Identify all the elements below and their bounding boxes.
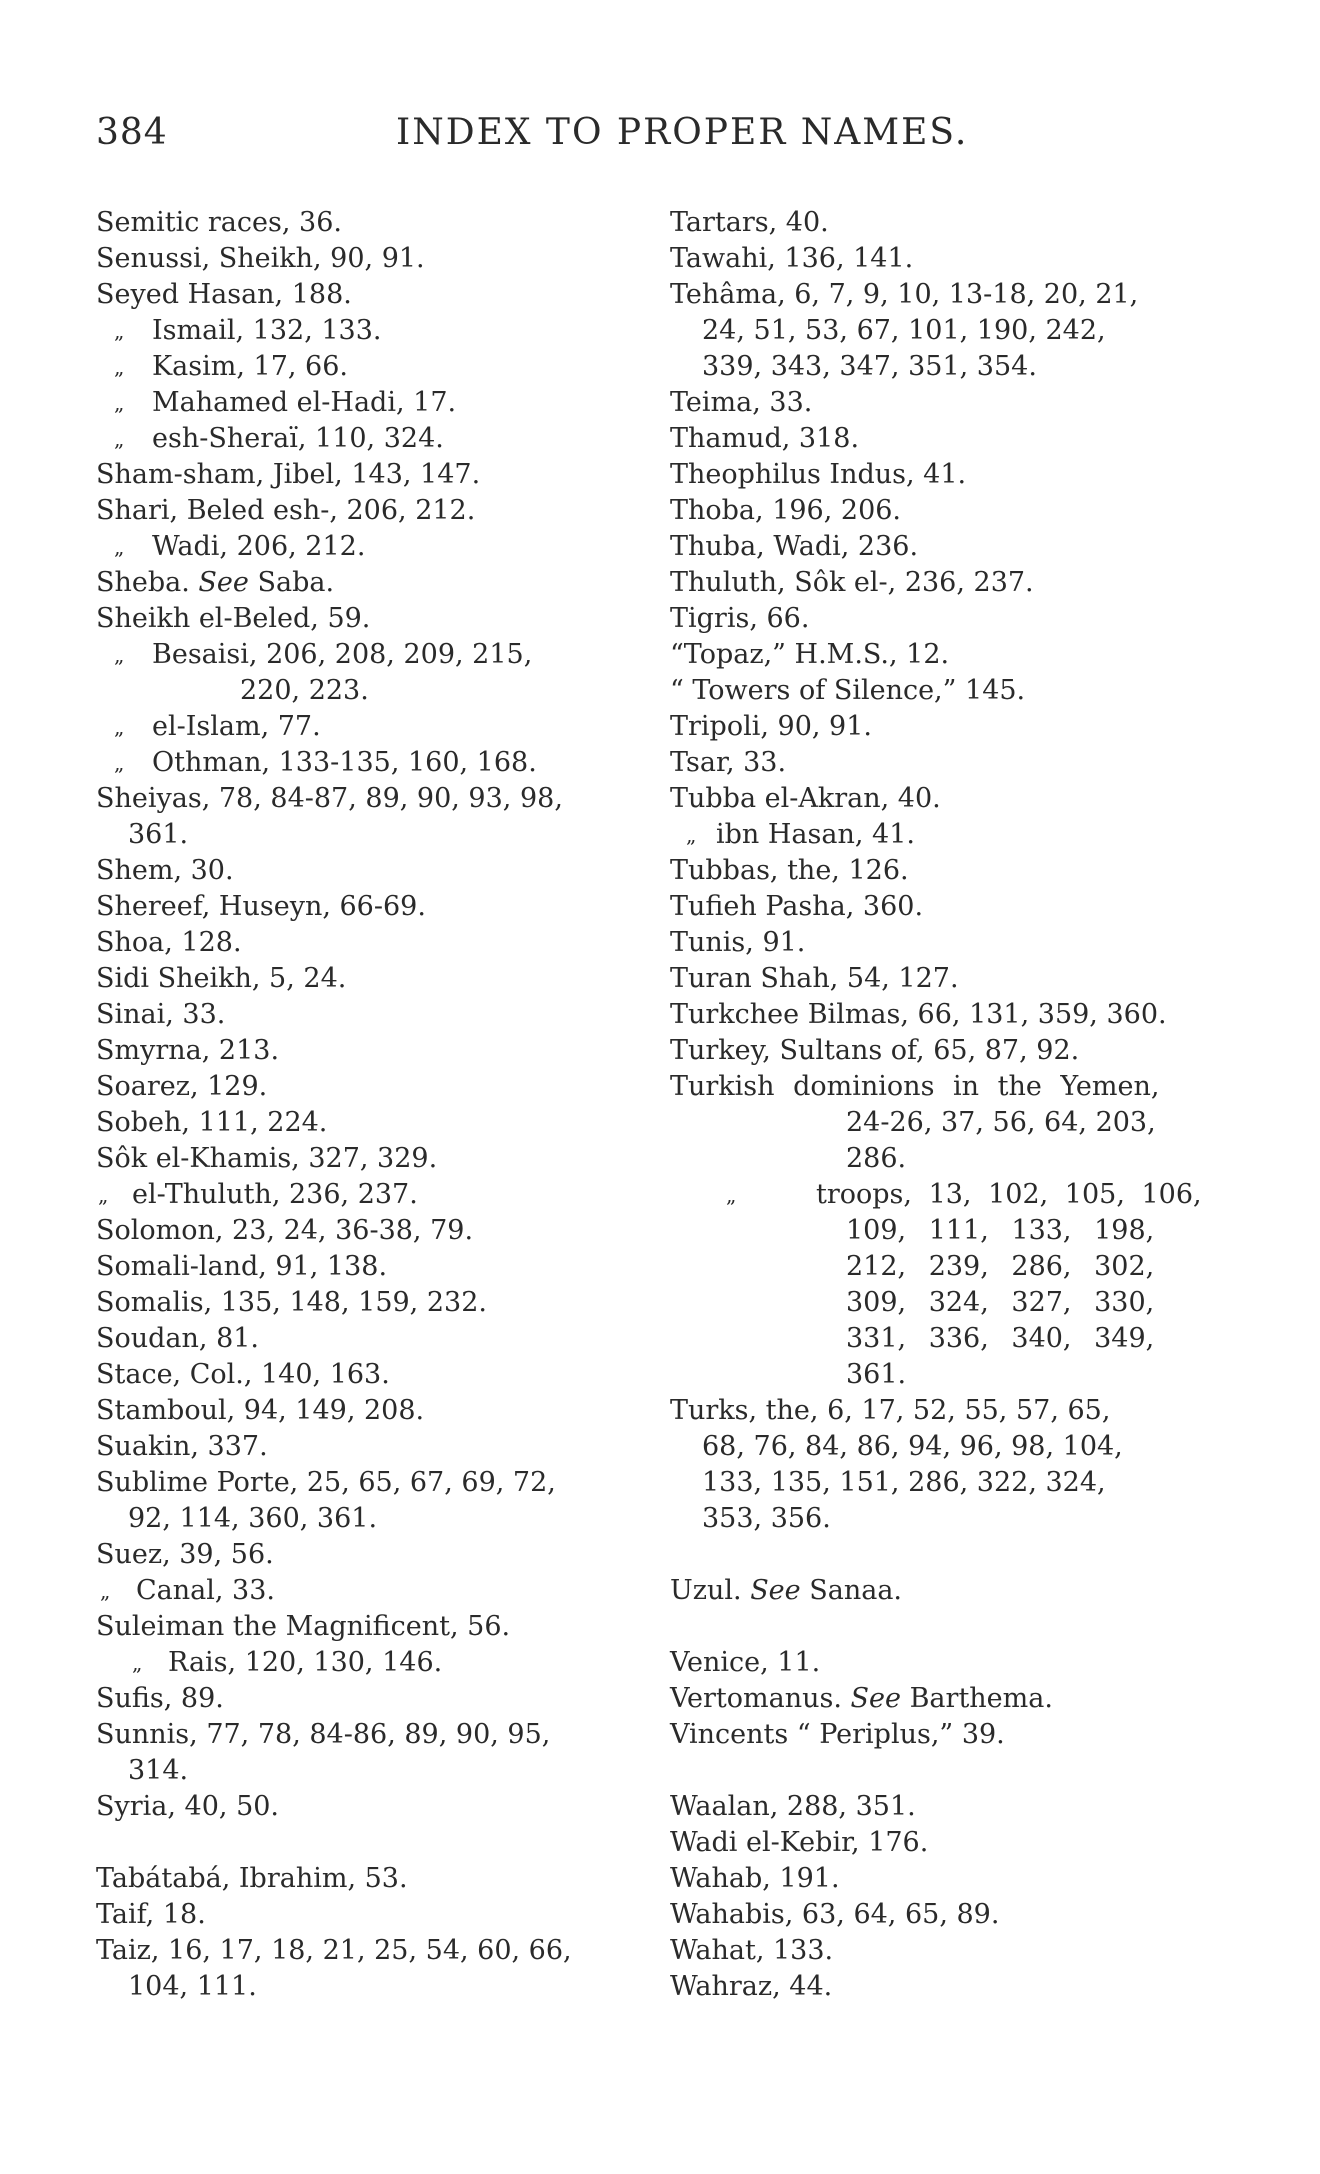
index-subentry: „ el-Thuluth, 236, 237.	[96, 1177, 644, 1213]
index-entry: Wahat, 133.	[670, 1935, 834, 1966]
index-continuation: 314.	[128, 1755, 189, 1786]
index-continuation: 353, 356.	[702, 1503, 831, 1534]
ditto-mark: „	[686, 823, 697, 847]
ditto-mark: „	[726, 1183, 737, 1207]
index-entry: Turkey, Sultans of, 65, 87, 92.	[670, 1035, 1080, 1066]
index-entry: Somali-land, 91, 138.	[96, 1251, 388, 1282]
index-entry: Stamboul, 94, 149, 208.	[96, 1395, 425, 1426]
index-entry: Seyed Hasan, 188.	[96, 279, 352, 310]
index-entry: Sufis, 89.	[96, 1683, 224, 1714]
ditto-mark: „	[114, 535, 125, 559]
index-entry: Sheikh el-Beled, 59.	[96, 603, 371, 634]
index-continuation: 109, 111, 133, 198,	[846, 1215, 1155, 1246]
index-entry: Turkchee Bilmas, 66, 131, 359, 360.	[670, 999, 1167, 1030]
index-entry: Sheba. See Saba.	[96, 567, 335, 598]
index-entry: Shoa, 128.	[96, 927, 242, 958]
index-continuation: 309, 324, 327, 330,	[846, 1287, 1155, 1318]
index-continuation: 24, 51, 53, 67, 101, 190, 242,	[702, 315, 1106, 346]
index-entry: Suakin, 337.	[96, 1431, 268, 1462]
index-continuation: 339, 343, 347, 351, 354.	[702, 351, 1037, 382]
index-entry: Teima, 33.	[670, 387, 813, 418]
index-continuation: 331, 336, 340, 349,	[846, 1323, 1155, 1354]
index-entry: Uzul. See Sanaa.	[670, 1575, 903, 1606]
index-subentry: „ Kasim, 17, 66.	[96, 349, 644, 385]
index-continuation: 68, 76, 84, 86, 94, 96, 98, 104,	[702, 1431, 1123, 1462]
index-entry: Soudan, 81.	[96, 1323, 260, 1354]
index-entry: Shem, 30.	[96, 855, 234, 886]
index-column-left	[96, 205, 644, 2005]
index-entry: Sobeh, 111, 224.	[96, 1107, 328, 1138]
ditto-mark: „	[132, 1651, 143, 1675]
index-entry: Wadi el-Kebir, 176.	[670, 1827, 929, 1858]
index-entry: Tawahi, 136, 141.	[670, 243, 914, 274]
index-subentry: „ Ismail, 132, 133.	[96, 313, 644, 349]
ditto-mark: „	[114, 715, 125, 739]
ditto-mark: „	[98, 1183, 109, 1207]
index-entry: Tufieh Pasha, 360.	[670, 891, 924, 922]
index-entry: Thamud, 318.	[670, 423, 860, 454]
index-entry: Sinai, 33.	[96, 999, 226, 1030]
page-title: INDEX TO PROPER NAMES.	[396, 112, 969, 153]
index-subentry: „ troops, 13, 102, 105, 106,	[670, 1177, 1218, 1213]
index-entry: Sidi Sheikh, 5, 24.	[96, 963, 347, 994]
section-gap	[670, 1753, 1218, 1789]
ditto-mark: „	[114, 427, 125, 451]
index-entry: Turkish dominions in the Yemen,	[670, 1071, 1160, 1102]
ditto-mark: „	[114, 355, 125, 379]
index-continuation: 104, 111.	[128, 1971, 257, 2002]
index-entry: “Topaz,” H.M.S., 12.	[670, 639, 950, 670]
index-continuation: 361.	[846, 1359, 907, 1390]
index-entry: Sheiyas, 78, 84-87, 89, 90, 93, 98,	[96, 783, 563, 814]
section-gap	[670, 1537, 1218, 1573]
index-entry: Thoba, 196, 206.	[670, 495, 902, 526]
index-entry: Syria, 40, 50.	[96, 1791, 280, 1822]
index-entry: Tsar, 33.	[670, 747, 787, 778]
index-subentry: „ Othman, 133-135, 160, 168.	[96, 745, 644, 781]
index-subentry: „ Rais, 120, 130, 146.	[96, 1645, 644, 1681]
index-entry: Tubba el-Akran, 40.	[670, 783, 941, 814]
index-continuation: 361.	[128, 819, 189, 850]
index-subentry: „ el-Islam, 77.	[96, 709, 644, 745]
index-entry: Solomon, 23, 24, 36-38, 79.	[96, 1215, 474, 1246]
index-entry: Theophilus Indus, 41.	[670, 459, 967, 490]
index-entry: Shari, Beled esh-, 206, 212.	[96, 495, 476, 526]
ditto-mark: „	[114, 751, 125, 775]
index-continuation: 92, 114, 360, 361.	[128, 1503, 378, 1534]
index-continuation: 286.	[846, 1143, 907, 1174]
index-entry: Tigris, 66.	[670, 603, 810, 634]
ditto-mark: „	[114, 319, 125, 343]
index-entry: Taiz, 16, 17, 18, 21, 25, 54, 60, 66,	[96, 1935, 572, 1966]
index-entry: Wahabis, 63, 64, 65, 89.	[670, 1899, 1000, 1930]
index-subentry: „ Besaisi, 206, 208, 209, 215,	[96, 637, 644, 673]
index-subentry: „ Mahamed el-Hadi, 17.	[96, 385, 644, 421]
index-entry: Tehâma, 6, 7, 9, 10, 13-18, 20, 21,	[670, 279, 1139, 310]
index-entry: Tubbas, the, 126.	[670, 855, 909, 886]
index-entry: Suleiman the Magnificent, 56.	[96, 1611, 511, 1642]
index-entry: Sublime Porte, 25, 65, 67, 69, 72,	[96, 1467, 556, 1498]
index-entry: Smyrna, 213.	[96, 1035, 280, 1066]
ditto-mark: „	[114, 643, 125, 667]
page-number: 384	[96, 112, 168, 153]
index-entry: Stace, Col., 140, 163.	[96, 1359, 390, 1390]
index-entry: Turks, the, 6, 17, 52, 55, 57, 65,	[670, 1395, 1111, 1426]
page-header	[96, 112, 1226, 162]
index-entry: Wahab, 191.	[670, 1863, 840, 1894]
index-entry: Tunis, 91.	[670, 927, 806, 958]
index-continuation: 212, 239, 286, 302,	[846, 1251, 1155, 1282]
index-entry: Vertomanus. See Barthema.	[670, 1683, 1053, 1714]
index-entry: Waalan, 288, 351.	[670, 1791, 916, 1822]
section-gap	[96, 1825, 644, 1861]
index-entry: Semitic races, 36.	[96, 207, 342, 238]
index-subentry: „ ibn Hasan, 41.	[670, 817, 1218, 853]
ditto-mark: „	[100, 1579, 111, 1603]
index-entry: Shereef, Huseyn, 66-69.	[96, 891, 426, 922]
ditto-mark: „	[114, 391, 125, 415]
index-entry: Taif, 18.	[96, 1899, 206, 1930]
index-entry: Venice, 11.	[670, 1647, 821, 1678]
index-entry: Wahraz, 44.	[670, 1971, 833, 2002]
index-column-right	[670, 205, 1218, 2005]
section-gap	[670, 1609, 1218, 1645]
index-continuation: 24-26, 37, 56, 64, 203,	[846, 1107, 1156, 1138]
index-subentry: „ Canal, 33.	[96, 1573, 644, 1609]
index-continuation: 220, 223.	[240, 675, 369, 706]
index-entry: Tripoli, 90, 91.	[670, 711, 872, 742]
index-entry: Sôk el-Khamis, 327, 329.	[96, 1143, 438, 1174]
index-entry: Thuluth, Sôk el-, 236, 237.	[670, 567, 1034, 598]
index-entry: Tabátabá, Ibrahim, 53.	[96, 1863, 408, 1894]
index-continuation: 133, 135, 151, 286, 322, 324,	[702, 1467, 1106, 1498]
index-entry: Suez, 39, 56.	[96, 1539, 274, 1570]
index-subentry: „ esh-Sheraï, 110, 324.	[96, 421, 644, 457]
index-entry: Soarez, 129.	[96, 1071, 268, 1102]
index-entry: Turan Shah, 54, 127.	[670, 963, 959, 994]
index-subentry: „ Wadi, 206, 212.	[96, 529, 644, 565]
index-entry: Sham-sham, Jibel, 143, 147.	[96, 459, 481, 490]
index-entry: Somalis, 135, 148, 159, 232.	[96, 1287, 487, 1318]
index-entry: Tartars, 40.	[670, 207, 829, 238]
index-entry: Sunnis, 77, 78, 84-86, 89, 90, 95,	[96, 1719, 551, 1750]
index-entry: “ Towers of Silence,” 145.	[670, 675, 1026, 706]
index-entry: Senussi, Sheikh, 90, 91.	[96, 243, 425, 274]
index-entry: Thuba, Wadi, 236.	[670, 531, 919, 562]
index-entry: Vincents “ Periplus,” 39.	[670, 1719, 1005, 1750]
